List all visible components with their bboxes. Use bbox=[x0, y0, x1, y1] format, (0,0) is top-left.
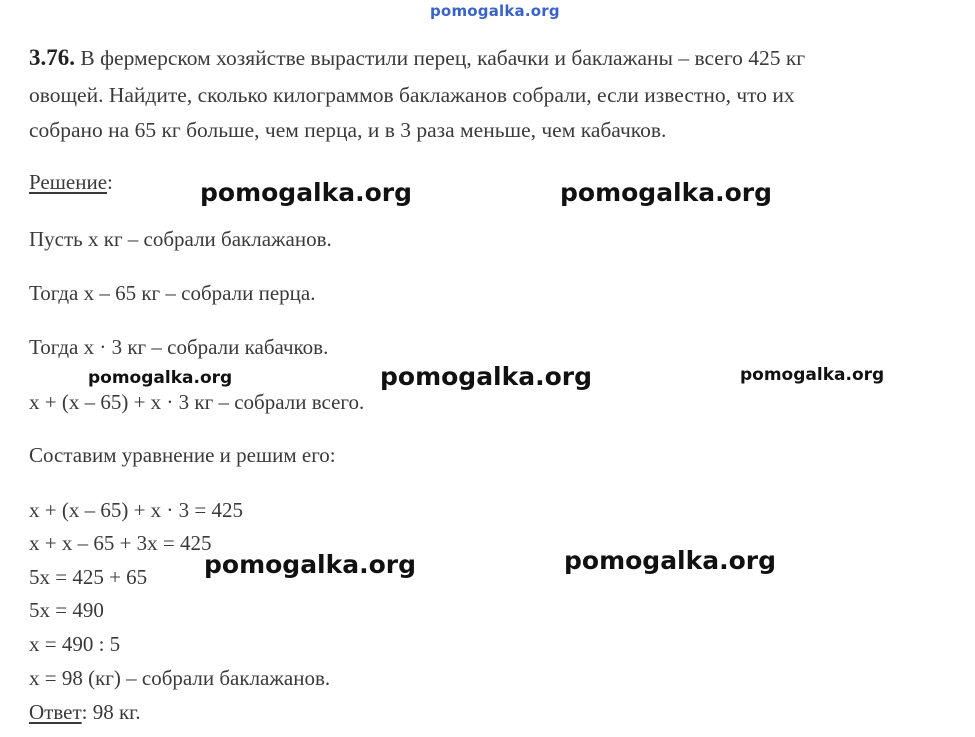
task-line-3: собрано на 65 кг больше, чем перца, и в 3 раза меньше, чем кабачков. bbox=[29, 118, 667, 142]
step-5: Составим уравнение и решим его: bbox=[29, 443, 336, 467]
watermark-top: pomogalka.org bbox=[430, 2, 560, 20]
equation-2: x + x – 65 + 3x = 425 bbox=[29, 531, 212, 555]
answer bbox=[29, 700, 141, 725]
task-text-1: В фермерском хозяйстве вырастили перец, кабачки и баклажаны – всего 425 кг bbox=[80, 46, 806, 70]
equation-3: 5x = 425 + 65 bbox=[29, 565, 148, 589]
watermark-2: pomogalka.org bbox=[560, 178, 773, 207]
watermark-5: pomogalka.org bbox=[740, 365, 885, 385]
step-3: Тогда x · 3 кг – собрали кабачков. bbox=[29, 335, 329, 359]
task-number: 3.76. bbox=[29, 45, 75, 70]
watermark-6: pomogalka.org bbox=[204, 550, 417, 579]
answer-value: : 98 кг. bbox=[81, 700, 141, 724]
equation-6: x = 98 (кг) – собрали баклажанов. bbox=[29, 666, 331, 690]
solution-heading-label: Решение bbox=[29, 170, 108, 194]
equation-4: 5x = 490 bbox=[29, 598, 104, 622]
solution-heading-colon: : bbox=[107, 170, 113, 194]
watermark-1: pomogalka.org bbox=[200, 178, 413, 207]
watermark-7: pomogalka.org bbox=[564, 546, 777, 575]
watermark-4: pomogalka.org bbox=[380, 362, 593, 391]
answer-label: Ответ bbox=[29, 700, 82, 724]
step-2: Тогда x – 65 кг – собрали перца. bbox=[29, 281, 316, 305]
watermark-3: pomogalka.org bbox=[88, 368, 233, 388]
solution-heading bbox=[29, 170, 113, 195]
task-line-2: овощей. Найдите, сколько килограммов баклажанов собрали, если известно, что их bbox=[29, 83, 795, 107]
equation-1: x + (x – 65) + x · 3 = 425 bbox=[29, 498, 244, 522]
step-1: Пусть x кг – собрали баклажанов. bbox=[29, 227, 332, 251]
equation-5: x = 490 : 5 bbox=[29, 632, 121, 656]
step-4: x + (x – 65) + x · 3 кг – собрали всего. bbox=[29, 390, 365, 414]
task-line-1 bbox=[29, 45, 805, 71]
